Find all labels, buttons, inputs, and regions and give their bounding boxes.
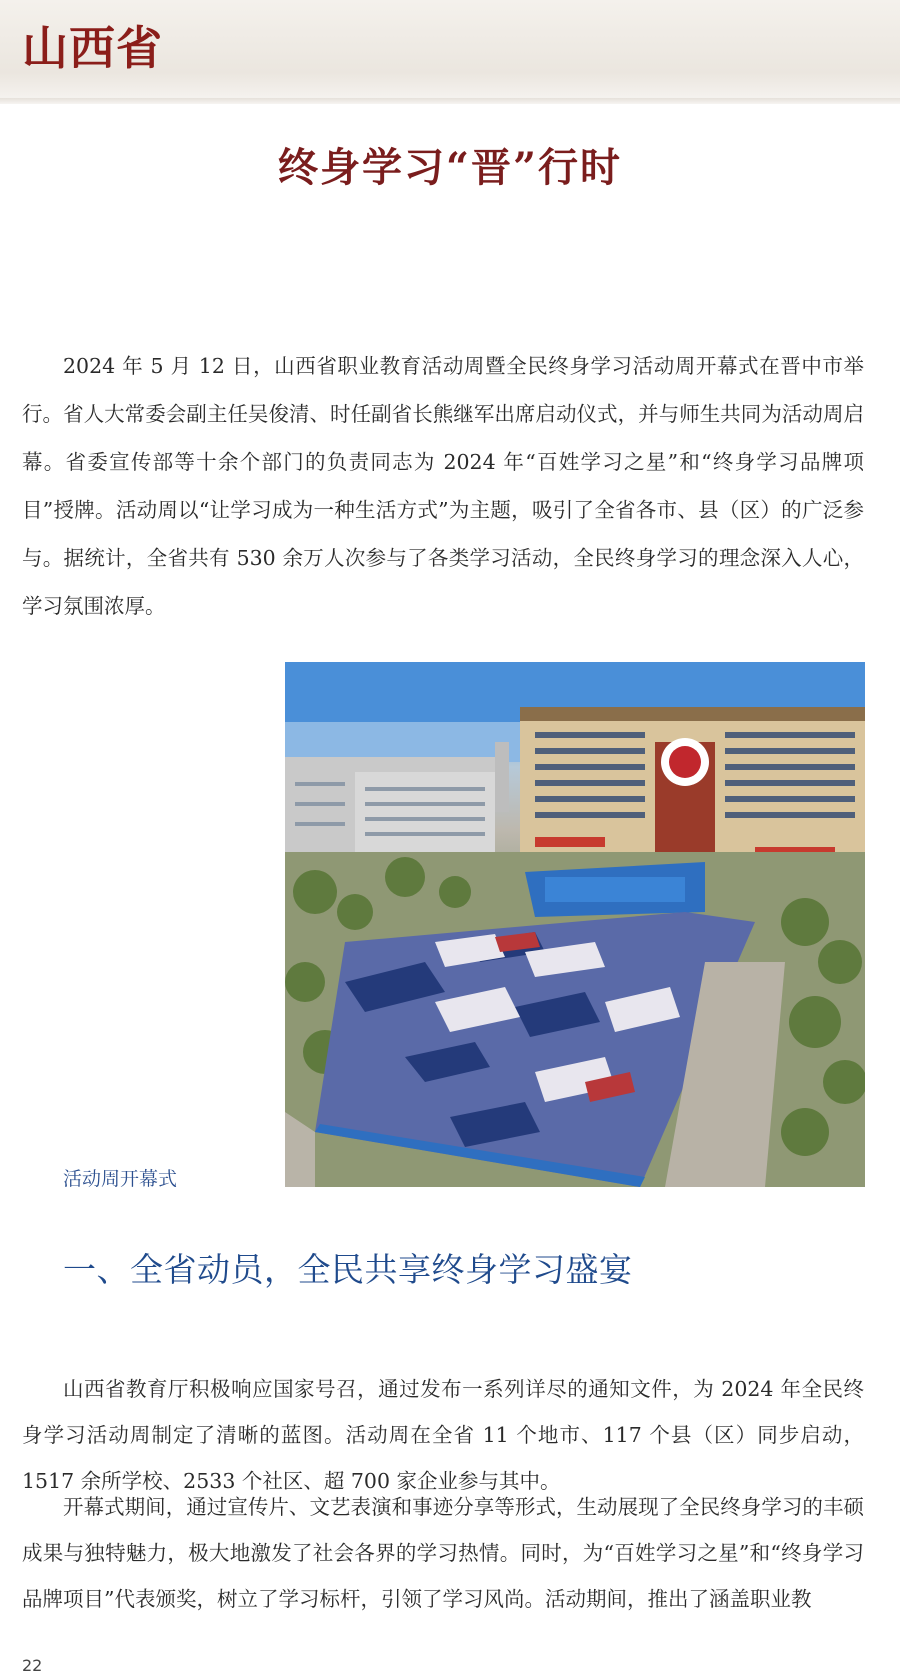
intro-paragraph: 2024 年 5 月 12 日，山西省职业教育活动周暨全民终身学习活动周开幕式在晋中市举行。省人大常委会副主任吴俊清、时任副省长熊继军出席启动仪式，并与师生共同为活动周启幕。省委宣传部等十余个部门的负责同志为 2024 年“百姓学习之星”和“终身学习品牌项目”授牌。活动周以“让学习成为一种生活方式”为主题，吸引了全省各市、县（区）的广泛参与。据统计，全省共有 530 余万人次参与了各类学习活动，全民终身学习的理念深入人心，学习氛围浓厚。 <box>22 354 864 618</box>
page-number: 22 <box>22 1656 43 1675</box>
section-heading: 一、全省动员，全民共享终身学习盛宴 <box>63 1250 633 1289</box>
opening-ceremony-photo <box>285 662 865 1187</box>
section-paragraph-2: 开幕式期间，通过宣传片、文艺表演和事迹分享等形式，生动展现了全民终身学习的丰硕成果与独特魅力，极大地激发了社会各界的学习热情。同时，为“百姓学习之星”和“终身学习品牌项目”代表颁奖，树立了学习标杆，引领了学习风尚。活动期间，推出了涵盖职业教 <box>22 1495 864 1611</box>
article-title: 终身学习“晋”行时 <box>277 144 622 191</box>
province-logo: 山西省 <box>22 21 163 75</box>
section-paragraph-1: 山西省教育厅积极响应国家号召，通过发布一系列详尽的通知文件，为 2024 年全民终身学习活动周制定了清晰的蓝图。活动周在全省 11 个地市、117 个县（区）同步启动，1517 余所学校、2533 个社区、超 700 家企业参与其中。 <box>22 1377 864 1493</box>
photo-caption: 活动周开幕式 <box>63 1168 178 1190</box>
